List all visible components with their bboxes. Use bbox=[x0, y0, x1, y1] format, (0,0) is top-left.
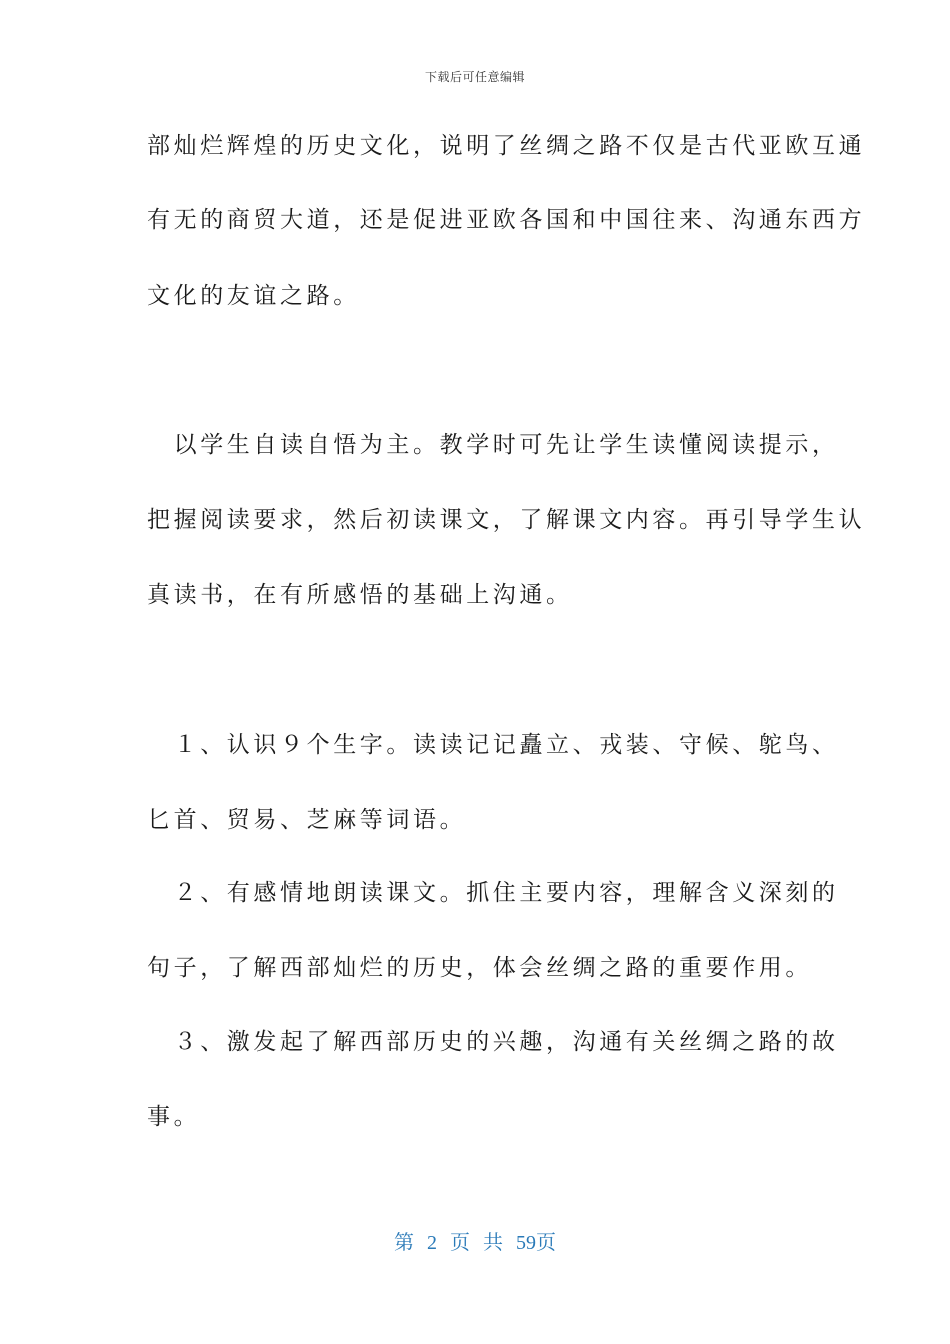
text-line-1: 部灿烂辉煌的历史文化，说明了丝绸之路不仅是古代亚欧互通 bbox=[147, 133, 866, 159]
text-line-6: 真读书，在有所感悟的基础上沟通。 bbox=[147, 582, 573, 608]
page-header: 下载后可任意编辑 bbox=[424, 70, 525, 84]
text-line-7: １、认识９个生字。读读记记矗立、戎装、守候、鸵鸟、 bbox=[147, 732, 839, 758]
text-line-3: 文化的友谊之路。 bbox=[147, 283, 360, 309]
page-footer: 第 2 页 共 59页 bbox=[394, 1232, 556, 1254]
text-line-5: 把握阅读要求，然后初读课文，了解课文内容。再引导学生认 bbox=[147, 507, 866, 533]
text-line-4: 以学生自读自悟为主。教学时可先让学生读懂阅读提示， bbox=[147, 432, 839, 458]
text-line-9: ２、有感情地朗读课文。抓住主要内容，理解含义深刻的 bbox=[147, 880, 839, 906]
text-line-2: 有无的商贸大道，还是促进亚欧各国和中国往来、沟通东西方 bbox=[147, 207, 866, 233]
text-line-10: 句子，了解西部灿烂的历史，体会丝绸之路的重要作用。 bbox=[147, 955, 812, 981]
text-line-12: 事。 bbox=[147, 1104, 201, 1130]
text-line-11: ３、激发起了解西部历史的兴趣，沟通有关丝绸之路的故 bbox=[147, 1029, 839, 1055]
text-line-8: 匕首、贸易、芝麻等词语。 bbox=[147, 807, 467, 833]
